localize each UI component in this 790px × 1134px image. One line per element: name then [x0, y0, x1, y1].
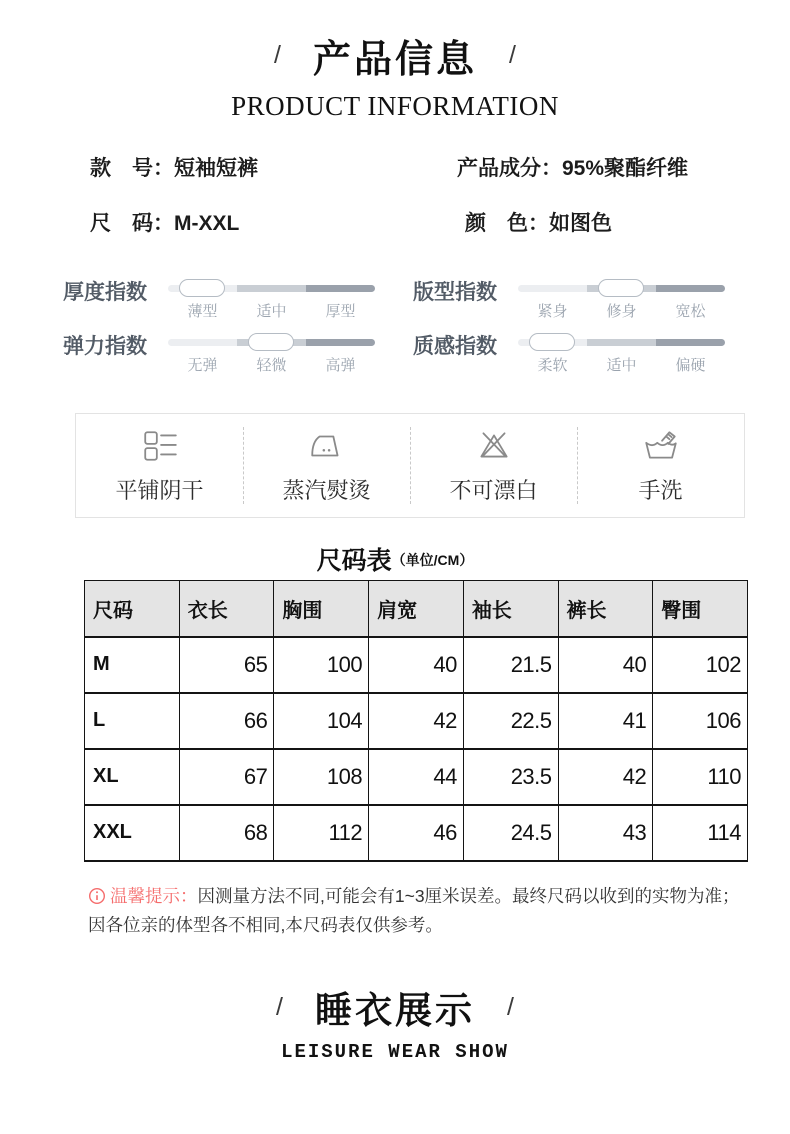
texture-scale [518, 354, 725, 375]
scale-label: 柔软 [537, 357, 568, 374]
slider-knob [248, 333, 294, 351]
note-label: 温馨提示： [110, 886, 198, 906]
footer-title: 睡衣展示 [315, 990, 475, 1031]
note-text: 因测量方法不同,可能会有1~3厘米误差。最终尺码以收到的实物为准；因各位亲的体型各不相同,本尺码表仅供参考。 [88, 886, 740, 935]
size-value-cell: 114 [653, 805, 748, 861]
size-value-cell: 43 [558, 805, 653, 861]
scale-label: 无弹 [187, 357, 218, 374]
size-value-cell: 46 [369, 805, 464, 861]
index-name-fit: 版型指数 [413, 281, 497, 304]
scale-label: 薄型 [187, 303, 218, 320]
size-chart-title [0, 541, 790, 577]
size-table-col-header: 胸围 [274, 581, 369, 637]
thickness-scale [168, 300, 375, 321]
size-value-cell: 102 [653, 637, 748, 693]
slash-decoration-icon: / [274, 41, 281, 69]
size-table-col-header: 裤长 [558, 581, 653, 637]
scale-label: 厚型 [325, 303, 356, 320]
size-value-cell: 23.5 [463, 749, 558, 805]
care-instructions-box [75, 413, 745, 518]
fit-scale [518, 300, 725, 321]
detail-label: 产品成分： [457, 157, 562, 180]
reminder-note [88, 882, 746, 940]
size-value-cell: 67 [179, 749, 274, 805]
size-value-cell: 44 [369, 749, 464, 805]
size-value-cell: 68 [179, 805, 274, 861]
detail-label: 颜 色： [465, 212, 549, 235]
size-value-cell: 21.5 [463, 637, 558, 693]
page-header [0, 28, 790, 122]
size-value-cell: 100 [274, 637, 369, 693]
size-value-cell: 40 [369, 637, 464, 693]
detail-value: 如图色 [549, 212, 612, 235]
detail-color [465, 207, 612, 237]
scale-label: 偏硬 [675, 357, 706, 374]
size-table-header-row [85, 581, 748, 637]
size-table [84, 580, 748, 862]
detail-label: 尺 码： [90, 212, 174, 235]
scale-label: 紧身 [537, 303, 568, 320]
index-name-thickness: 厚度指数 [63, 281, 147, 304]
size-value-cell: 24.5 [463, 805, 558, 861]
table-row [85, 637, 748, 693]
scale-label: 轻微 [256, 357, 287, 374]
detail-style-number [90, 152, 258, 182]
size-table-col-header: 尺码 [85, 581, 180, 637]
index-name-elasticity: 弹力指数 [63, 335, 147, 358]
texture-slider [518, 339, 725, 346]
size-value-cell: 40 [558, 637, 653, 693]
size-table-col-header: 衣长 [179, 581, 274, 637]
detail-value: M-XXL [174, 212, 240, 235]
size-table-col-header: 肩宽 [369, 581, 464, 637]
table-row [85, 749, 748, 805]
flat-dry-icon [141, 427, 179, 465]
index-name-texture: 质感指数 [413, 335, 497, 358]
size-label-cell: M [85, 637, 180, 693]
thickness-slider [168, 285, 375, 292]
care-label: 平铺阴干 [115, 477, 204, 503]
scale-label: 修身 [606, 303, 637, 320]
care-label: 不可漂白 [449, 477, 538, 503]
size-value-cell: 65 [179, 637, 274, 693]
elasticity-scale [168, 354, 375, 375]
size-table-col-header: 袖长 [463, 581, 558, 637]
detail-size-range [90, 207, 239, 237]
size-value-cell: 42 [369, 693, 464, 749]
detail-composition [457, 152, 688, 182]
section-footer [0, 980, 790, 1063]
slash-decoration-icon: / [509, 41, 516, 69]
size-value-cell: 110 [653, 749, 748, 805]
care-item-flat-dry [76, 414, 243, 517]
size-value-cell: 106 [653, 693, 748, 749]
page-subtitle: PRODUCT INFORMATION [231, 91, 559, 121]
info-icon [88, 887, 106, 905]
size-label-cell: XL [85, 749, 180, 805]
size-table-col-header: 臀围 [653, 581, 748, 637]
detail-value: 95%聚酯纤维 [562, 157, 689, 180]
care-item-hand-wash [577, 414, 744, 517]
hand-wash-icon [642, 427, 680, 465]
slash-decoration-icon: / [276, 992, 283, 1021]
size-value-cell: 104 [274, 693, 369, 749]
scale-label: 高弹 [325, 357, 356, 374]
size-label-cell: L [85, 693, 180, 749]
scale-label: 宽松 [675, 303, 706, 320]
size-chart-unit: （单位/CM） [391, 552, 474, 568]
size-label-cell: XXL [85, 805, 180, 861]
steam-iron-icon [308, 427, 346, 465]
elasticity-slider [168, 339, 375, 346]
scale-label: 适中 [606, 357, 637, 374]
table-row [85, 805, 748, 861]
size-value-cell: 112 [274, 805, 369, 861]
slider-knob [598, 279, 644, 297]
detail-value: 短袖短裤 [174, 157, 258, 180]
care-label: 手洗 [638, 477, 683, 503]
slider-knob [529, 333, 575, 351]
size-value-cell: 108 [274, 749, 369, 805]
care-item-no-bleach [410, 414, 577, 517]
footer-subtitle: LEISURE WEAR SHOW [281, 1041, 509, 1063]
size-value-cell: 22.5 [463, 693, 558, 749]
size-table-body [85, 637, 748, 861]
size-value-cell: 41 [558, 693, 653, 749]
care-label: 蒸汽熨烫 [282, 477, 371, 503]
slider-knob [179, 279, 225, 297]
no-bleach-icon [475, 427, 513, 465]
care-item-steam-iron [243, 414, 410, 517]
size-chart-title-text: 尺码表 [316, 547, 392, 575]
scale-label: 适中 [256, 303, 287, 320]
size-value-cell: 66 [179, 693, 274, 749]
size-value-cell: 42 [558, 749, 653, 805]
fit-slider [518, 285, 725, 292]
detail-label: 款 号： [90, 157, 174, 180]
page-title: 产品信息 [312, 39, 477, 81]
table-row [85, 693, 748, 749]
slash-decoration-icon: / [507, 992, 514, 1021]
